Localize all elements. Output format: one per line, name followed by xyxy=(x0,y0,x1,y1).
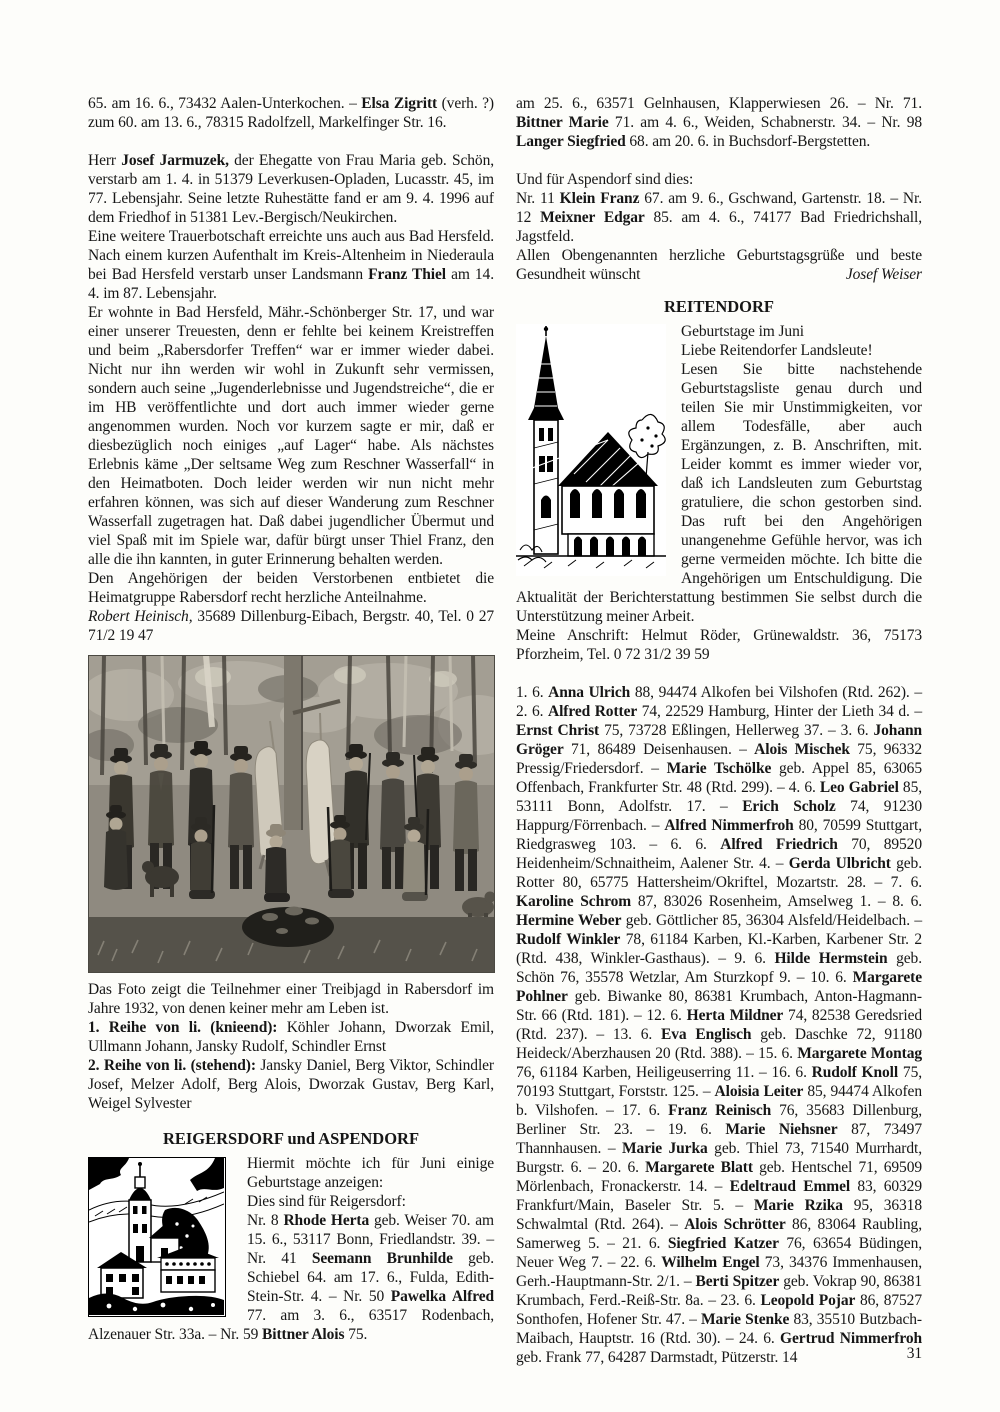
photo-caption-line: 1. Reihe von li. (knieend): Köhler Johann, Dworzak Emil, Ullmann Johann, Jansky Rudolf, Schindler Ernst xyxy=(88,1019,494,1055)
obituary-paragraph: Den Angehörigen der beiden Verstorbenen entbietet die Heimatgruppe Rabersdorf recht herzliche Anteilnahme. xyxy=(88,570,494,606)
reigersdorf-body: Hiermit möchte ich für Juni einige Geburtstage anzeigen: Dies sind für Reigersdorf: Nr. 8 Rhode Herta geb. Weiser 70. am 15. 6., 53117 Bonn, Friedlandstr. 39. – Nr. 41 Seemann Brunhilde geb. Schiebel 64. am 17. 6., Fulda, Edith-Stein-Str. 4. – Nr. 50 Pawelka Alfred 77. am 3. 6., 63517 Rodenbach, Alzenauer Str. 33a. – Nr. 59 Bittner Alois 75. xyxy=(88,1155,494,1343)
photo-caption-line: 2. Reihe von li. (stehend): Jansky Daniel, Berg Viktor, Schindler Josef, Melzer Adolf, Berg Alois, Dworzak Gustav, Berg Karl, Weigel Sylvester xyxy=(88,1057,494,1112)
hunting-party-photo xyxy=(88,655,495,973)
birthday-list: 1. 6. Anna Ulrich 88, 94474 Alkofen bei Vilshofen (Rtd. 262). – 2. 6. Alfred Rotter 74, 22529 Hamburg, Hinter der Lieth 34 d. – Ernst Christ 75, 73728 Eßlingen, Hellerweg 37. – 3. 6. Johann Gröger 71, 86489 Deisenhausen. – Alois Mischek 75, 96332 Pressig/Friedersdorf. – Marie Tschölke geb. Appel 85, 63065 Offenbach, Frankfurter Str. 48 (Rtd. 299). – 4. 6. Leo Gabriel 85, 53111 Bonn, Adolfstr. 17. – Erich Scholz 74, 91230 Happurg/Förrenbach. – Alfred Nimmerfroh 80, 70599 Stuttgart, Riedgrasweg 103. – 6. 6. Alfred Friedrich 70, 89520 Heidenheim/Schnaitheim, Aalener Str. 4. – Gerda Ulbricht geb. Rotter 80, 65775 Hattersheim/Okriftel, Mozartstr. 28. – 7. 6. Karoline Schrom 87, 83026 Rosenheim, Amselweg 1. – 8. 6. Hermine Weber geb. Göttlicher 85, 36304 Alsfeld/Heidelbach. – Rudolf Winkler 78, 61184 Karben, Kl.-Karben, Karbener Str. 2 (Rtd. 438, Winkler-Gasthaus). – 9. 6. Hilde Hermstein geb. Schön 76, 35578 Wetzlar, Am Sturzkopf 9. – 10. 6. Margarete Pohlner geb. Biwanke 80, 86381 Krumbach, Anton-Hagmann-Str. 66 (Rtd. 181). – 12. 6. Herta Mildner 74, 82538 Geredsried (Rtd. 237). – 13. 6. Eva Englisch geb. Daschke 72, 91180 Heideck/Aberzhausen 20 (Rtd. 388). – 15. 6. Margarete Montag 76, 61184 Karben, Heiligeuserring 11. – 16. 6. Rudolf Knoll 75, 70193 Stuttgart, Forststr. 125. – Aloisia Leiter 85, 94474 Alkofen b. Vilshofen. – 17. 6. Franz Reinisch 76, 35683 Dillenburg, Berliner Str. 23. – 19. 6. Marie Niehsner 87, 73497 Thannhausen. – Marie Jurka geb. Thiel 73, 71540 Murrhardt, Burgstr. 6. – 20. 6. Margarete Blatt geb. Hentschel 71, 69509 Mörlenbach, Fronackerstr. 14. – Edeltraud Emmel 83, 60329 Frankfurt/Main, Baseler Str. 5. – Marie Rzika 95, 36318 Schwalmtal (Rtd. 264). – Alois Schrötter 86, 83064 Raubling, Samerweg 5. – 21. 6. Siegfried Katzer 76, 63654 Büdingen, Neuer Weg 7. – 22. 6. Wilhelm Engel 73, 34376 Immenhausen, Gerh.-Hauptmann-Str. 2/1. – Berti Spitzer geb. Vokrap 90, 86381 Krumbach, Ferd.-Reiß-Str. 8a. – 23. 6. Leopold Pojar 86, 87527 Sonthofen, Hofener Str. 47. – Marie Stenke 83, 35510 Butzbach-Maibach, Hauptstr. 16 (Rtd. 30). – 24. 6. Gertrud Nimmerfroh geb. Frank 77, 64287 Darmstadt, Pützerstr. 14 xyxy=(516,684,923,1366)
section-title-reitendorf: REITENDORF xyxy=(663,297,774,316)
obituary-paragraph: Eine weitere Trauerbotschaft erreichte uns auch aus Bad Hersfeld. Nach einem kurzen Aufenthalt im Kreis-Altenheim in Niederaula bei Bad Hersfeld verstarb unser Landsmann Franz Thiel am 14. 4. im 87. Lebensjahr. xyxy=(88,228,494,302)
aspendorf-intro: Und für Aspendorf sind dies: xyxy=(516,171,694,188)
left-column xyxy=(88,94,494,1344)
page-number: 31 xyxy=(906,1345,922,1362)
paragraph-gap xyxy=(516,151,922,170)
church-illustration xyxy=(516,324,666,576)
obituary-paragraph: Herr Josef Jarmuzek, der Ehegatte von Frau Maria geb. Schön, verstarb am 1. 4. in 51379 Leverkusen-Opladen, Lucasstr. 45, im 77. Lebensjahr. Seine letzte Ruhestätte fand er am 9. 4. 1996 auf dem Friedhof in 51381 Lev.-Bergisch/Neukirchen. xyxy=(88,152,494,226)
contact-address: Meine Anschrift: Helmut Röder, Grünewaldstr. 36, 75173 Pforzheim, Tel. 0 72 31/2 39 59 xyxy=(516,627,922,663)
aspendorf-list: Nr. 11 Klein Franz 67. am 9. 6., Gschwand, Gartenstr. 18. – Nr. 12 Meixner Edgar 85. am 4. 6., 74177 Bad Friedrichshall, Jagstfeld. xyxy=(516,190,923,245)
greeting-line xyxy=(516,246,922,284)
signature: Josef Weiser xyxy=(845,266,922,283)
obituary-paragraph: Er wohnte in Bad Hersfeld, Mähr.-Schönberger Str. 17, und war einer unserer Treuesten, denn er fehlte bei keinem Kreistreffen und beim „Rabersdorfer Treffen“ war er immer wieder dabei. Nicht nur ihn werden wir wohl in Zukunft sehr vermissen, sondern auch seine „Jugenderlebnisse und Jugendstreiche“, die er im HB veröffentlichte und dort auch immer wieder gerne angenommen wurden. Noch vor kurzem sagte er mir, daß er diesbezüglich noch einiges „auf Lager“ habe. Als nächstes Erlebnis käme „Der seltsame Weg zum Reschner Wasserfall“ in den Heimatboten. Doch leider werden wir nun nicht mehr erfahren können, was sich auf dieser Wanderung zum Reschner Wasserfall zugetragen hat. Daß dabei jugendlicher Übermut und viel Spaß mit im Spiele war, dafür bürgt unser Thiel Franz, den alle die ihn kannten, in guter Erinnerung behalten werden. xyxy=(88,304,494,568)
photo-caption-line: Das Foto zeigt die Teilnehmer einer Treibjagd in Rabersdorf im Jahre 1932, von denen keiner mehr am Leben ist. xyxy=(88,981,494,1017)
greeting-text: Allen Obengenannten herzliche Geburtstagsgrüße und beste Gesundheit wünscht xyxy=(516,247,922,283)
obituary-paragraph: 65. am 16. 6., 73432 Aalen-Unterkochen. – Elsa Zigritt (verh. ?) zum 60. am 13. 6., 78315 Radolfzell, Markelfinger Str. 16. xyxy=(88,95,494,131)
contact-line: Robert Heinisch, 35689 Dillenburg-Eibach, Bergstr. 40, Tel. 0 27 71/2 19 47 xyxy=(88,608,494,644)
reitendorf-section xyxy=(516,322,922,626)
reitendorf-body: Geburtstage im Juni Liebe Reitendorfer Landsleute! Lesen Sie bitte nachstehende Geburtstagsliste genau durch und teilen Sie mir Unstimmigkeiten, vor allem Todesfälle, aber auch Ergänzungen, z. B. Anschriften, mit. Leider kommt es immer wieder vor, daß ich Landsleuten zum Geburtstag gratuliere, die schon gestorben sind. Das ruft bei den Angehörigen unangenehme Gefühle hervor, was ich gerne vermeiden möchte. Ich bitte die Angehörigen um Entschuldigung. Die Aktualität der Berichterstattung bestimmen Sie selbst durch die Unterstützung meiner Arbeit. xyxy=(516,323,922,625)
village-illustration xyxy=(88,1157,226,1317)
section-title-reigersdorf: REIGERSDORF und ASPENDORF xyxy=(162,1129,420,1148)
right-column xyxy=(516,94,922,1367)
reigersdorf-section xyxy=(88,1154,494,1344)
paragraph-gap xyxy=(516,664,922,683)
paragraph-gap xyxy=(88,132,494,151)
birthday-paragraph: am 25. 6., 63571 Gelnhausen, Klapperwiesen 26. – Nr. 71. Bittner Marie 71. am 4. 6., Weiden, Schabnerstr. 34. – Nr. 98 Langer Siegfried 68. am 20. 6. in Buchsdorf-Bergstetten. xyxy=(516,95,922,150)
